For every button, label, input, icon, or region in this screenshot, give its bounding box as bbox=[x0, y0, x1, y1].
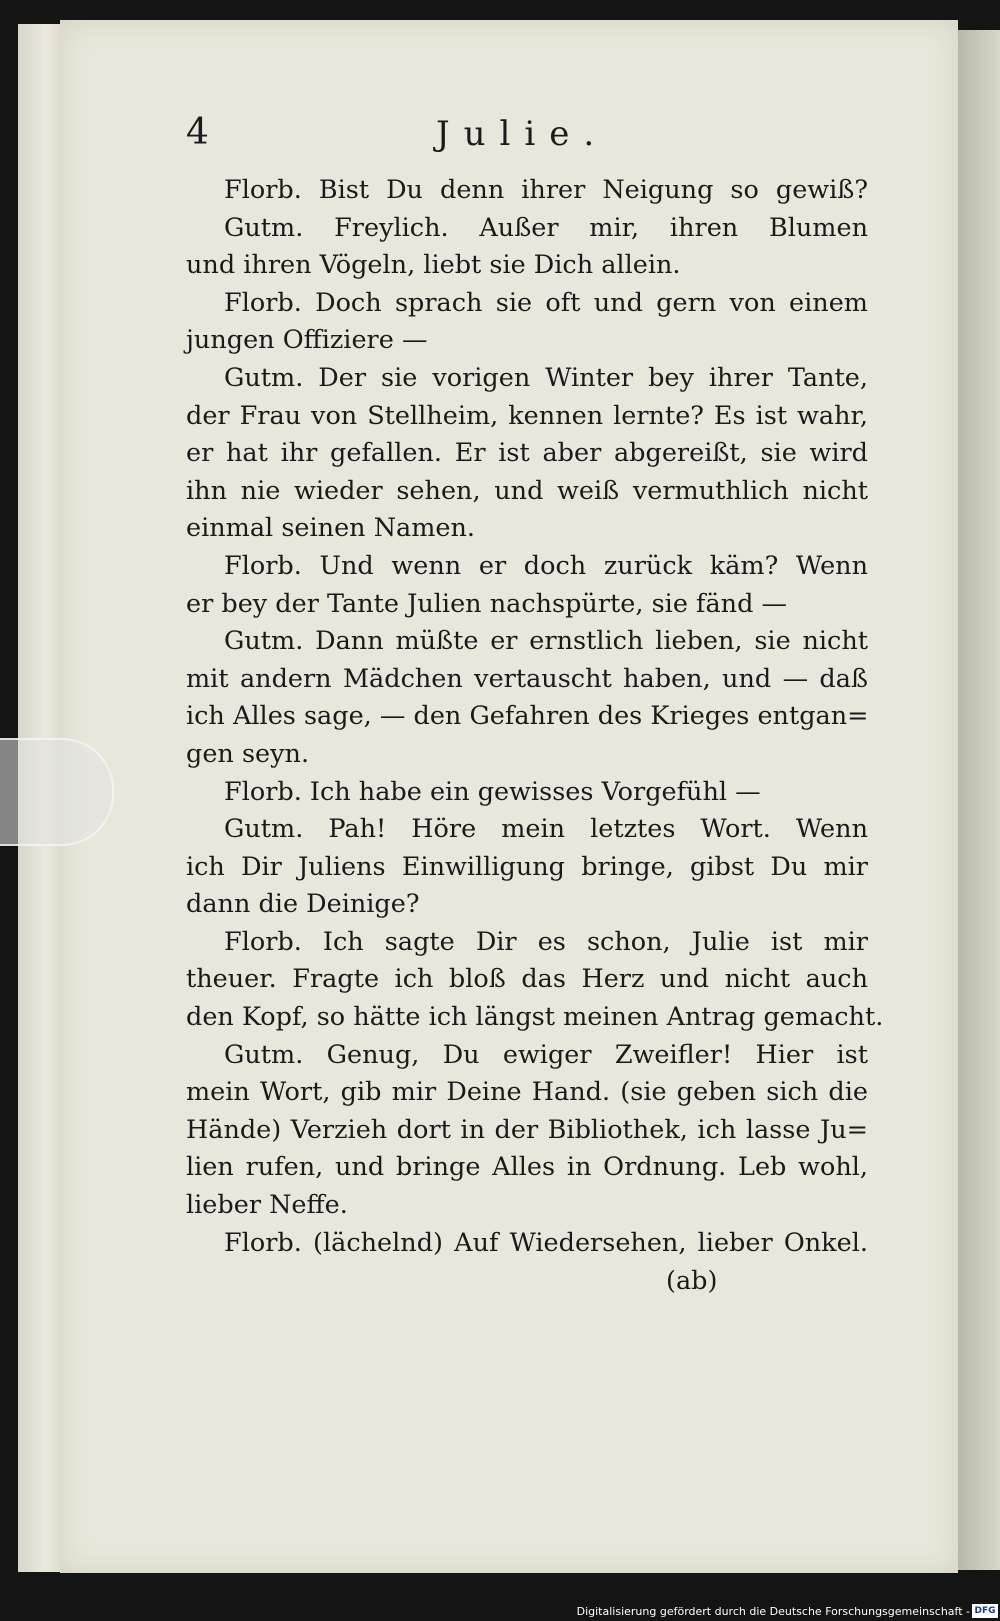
text-line: ich Dir Juliens Einwilligung bringe, gibst Du mir bbox=[186, 851, 868, 882]
text-line: Gutm. Genug, Du ewiger Zweifler! Hier ist bbox=[224, 1039, 868, 1070]
text-line: Gutm. Freylich. Außer mir, ihren Blumen bbox=[224, 212, 868, 243]
text-line: Florb. Und wenn er doch zurück käm? Wenn bbox=[224, 550, 868, 581]
text-line: er hat ihr gefallen. Er ist aber abgereißt, sie wird bbox=[186, 438, 868, 469]
text-line: lieber Neffe. bbox=[186, 1190, 348, 1221]
text-line: jungen Offiziere — bbox=[186, 325, 428, 356]
text-line: Florb. Bist Du denn ihrer Neigung so gewiß? bbox=[224, 175, 868, 205]
text-line: Gutm. Pah! Höre mein letztes Wort. Wenn bbox=[224, 814, 868, 845]
text-line: den Kopf, so hätte ich längst meinen Antrag gemacht. bbox=[186, 1002, 884, 1033]
text-line: einmal seinen Namen. bbox=[186, 513, 476, 544]
digitization-credit: Digitalisierung gefördert durch die Deutsche Forschungsgemeinschaft - bbox=[576, 1605, 970, 1618]
text-line: Hände) Verzieh dort in der Bibliothek, ich lasse Ju= bbox=[186, 1114, 868, 1145]
page-header bbox=[186, 112, 866, 162]
text-line: mein Wort, gib mir Deine Hand. (sie geben sich die bbox=[186, 1077, 868, 1108]
facing-page-edge bbox=[958, 30, 1000, 1570]
text-line: gen seyn. bbox=[186, 738, 310, 769]
text-line: Gutm. Dann müßte er ernstlich lieben, sie nicht bbox=[224, 626, 868, 657]
text-line: ihn nie wieder sehen, und weiß vermuthlich nicht bbox=[186, 475, 868, 506]
text-line: Florb. Ich sagte Dir es schon, Julie ist mir bbox=[224, 926, 868, 957]
body-text bbox=[186, 172, 884, 1262]
text-line: dann die Deinige? bbox=[186, 889, 420, 920]
page-number: 4 bbox=[186, 112, 209, 153]
text-line: und ihren Vögeln, liebt sie Dich allein. bbox=[186, 250, 681, 281]
text-line: Florb. Ich habe ein gewisses Vorgefühl — bbox=[224, 776, 761, 807]
text-line: Florb. Doch sprach sie oft und gern von einem bbox=[224, 287, 868, 318]
text-line: er bey der Tante Julien nachspürte, sie fänd — bbox=[186, 588, 788, 619]
page-clip bbox=[0, 738, 114, 846]
text-line: der Frau von Stellheim, kennen lernte? Es ist wahr, bbox=[186, 400, 868, 431]
stage-direction-exit: (ab) bbox=[666, 1266, 718, 1296]
text-line: mit andern Mädchen vertauscht haben, und — daß bbox=[186, 663, 868, 694]
text-line: Gutm. Der sie vorigen Winter bey ihrer Tante, bbox=[224, 362, 868, 393]
running-title: Julie. bbox=[436, 114, 609, 154]
text-line: theuer. Fragte ich bloß das Herz und nicht auch bbox=[186, 964, 868, 995]
text-line: lien rufen, und bringe Alles in Ordnung. Leb wohl, bbox=[186, 1152, 868, 1183]
text-line: Florb. (lächelnd) Auf Wiedersehen, lieber Onkel. bbox=[224, 1227, 868, 1258]
text-line: ich Alles sage, — den Gefahren des Krieges entgan= bbox=[186, 701, 869, 732]
dfg-logo: DFG bbox=[972, 1604, 998, 1618]
